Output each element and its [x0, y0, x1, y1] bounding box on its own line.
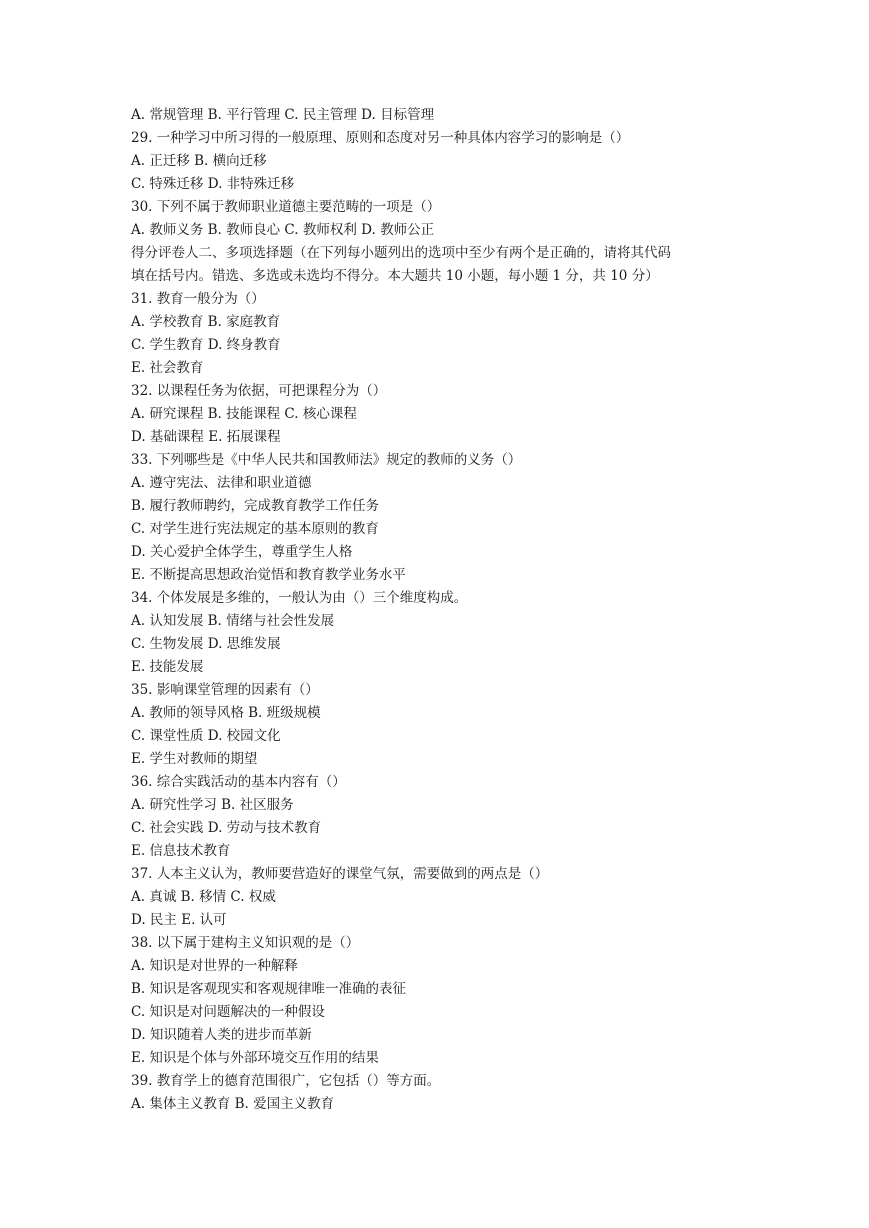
text-line: D. 基础课程 E. 拓展课程	[131, 429, 281, 445]
text-line: 34. 个体发展是多维的，一般认为由（）三个维度构成。	[131, 590, 468, 606]
text-line: A. 教师义务 B. 教师良心 C. 教师权利 D. 教师公正	[131, 222, 435, 238]
text-line: D. 民主 E. 认可	[131, 912, 227, 928]
text-line: A. 研究性学习 B. 社区服务	[131, 797, 294, 813]
text-line: 29. 一种学习中所习得的一般原理、原则和态度对另一种具体内容学习的影响是（）	[131, 130, 630, 146]
text-line: 37. 人本主义认为，教师要营造好的课堂气氛，需要做到的两点是（）	[131, 866, 549, 882]
text-line: C. 对学生进行宪法规定的基本原则的教育	[131, 521, 379, 537]
text-line: A. 常规管理 B. 平行管理 C. 民主管理 D. 目标管理	[131, 107, 435, 123]
text-line: 32. 以课程任务为依据，可把课程分为（）	[131, 383, 387, 399]
text-line: C. 课堂性质 D. 校园文化	[131, 728, 281, 744]
text-line: C. 特殊迁移 D. 非特殊迁移	[131, 176, 295, 192]
text-line: E. 社会教育	[131, 360, 204, 376]
text-line: B. 知识是客观现实和客观规律唯一准确的表征	[131, 981, 407, 997]
text-line: C. 知识是对问题解决的一种假设	[131, 1004, 325, 1020]
text-line: A. 知识是对世界的一种解释	[131, 958, 298, 974]
text-line: 35. 影响课堂管理的因素有（）	[131, 682, 319, 698]
text-line: A. 研究课程 B. 技能课程 C. 核心课程	[131, 406, 357, 422]
text-line: A. 真诚 B. 移情 C. 权威	[131, 889, 276, 905]
text-line: 36. 综合实践活动的基本内容有（）	[131, 774, 346, 790]
text-line: D. 关心爱护全体学生，尊重学生人格	[131, 544, 353, 560]
text-line: A. 教师的领导风格 B. 班级规模	[131, 705, 321, 721]
text-line: A. 正迁移 B. 横向迁移	[131, 153, 267, 169]
document-page	[131, 104, 751, 1116]
text-line: E. 知识是个体与外部环境交互作用的结果	[131, 1050, 379, 1066]
text-line: 39. 教育学上的德育范围很广，它包括（）等方面。	[131, 1073, 441, 1089]
text-line: E. 技能发展	[131, 659, 204, 675]
text-line: 33. 下列哪些是《中华人民共和国教师法》规定的教师的义务（）	[131, 452, 522, 468]
text-line: C. 生物发展 D. 思维发展	[131, 636, 281, 652]
text-line: C. 学生教育 D. 终身教育	[131, 337, 281, 353]
text-line: A. 集体主义教育 B. 爱国主义教育	[131, 1096, 335, 1112]
text-line: 得分评卷人二、多项选择题（在下列每小题列出的选项中至少有两个是正确的，请将其代码	[131, 245, 671, 261]
text-line: E. 学生对教师的期望	[131, 751, 258, 767]
text-line: 31. 教育一般分为（）	[131, 291, 265, 307]
text-line: E. 信息技术教育	[131, 843, 231, 859]
text-line: D. 知识随着人类的进步而革新	[131, 1027, 312, 1043]
text-line: 30. 下列不属于教师职业道德主要范畴的一项是（）	[131, 199, 441, 215]
text-line: A. 学校教育 B. 家庭教育	[131, 314, 281, 330]
text-line: 填在括号内。错选、多选或未选均不得分。本大题共 10 小题，每小题 1 分，共 10 分）	[131, 268, 659, 284]
text-line: A. 遵守宪法、法律和职业道德	[131, 475, 312, 491]
text-line: B. 履行教师聘约，完成教育教学工作任务	[131, 498, 380, 514]
text-line: A. 认知发展 B. 情绪与社会性发展	[131, 613, 335, 629]
text-line: C. 社会实践 D. 劳动与技术教育	[131, 820, 322, 836]
text-line: E. 不断提高思想政治觉悟和教育教学业务水平	[131, 567, 406, 583]
text-line: 38. 以下属于建构主义知识观的是（）	[131, 935, 360, 951]
